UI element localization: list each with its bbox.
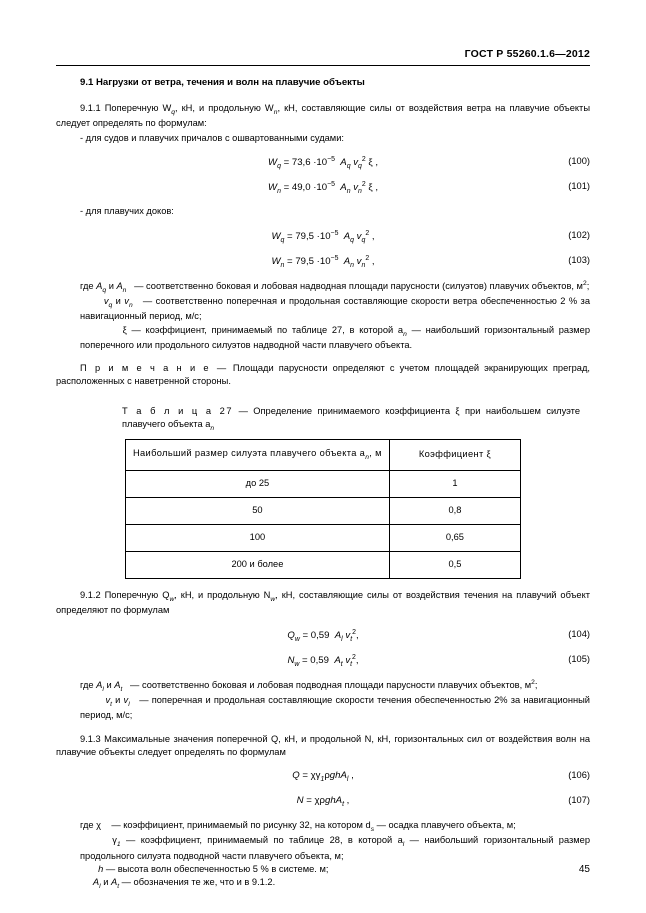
p912-sub-w1: w — [169, 595, 175, 603]
table-cell-size: 200 и более — [126, 552, 390, 579]
table-cell-coef: 0,5 — [389, 552, 520, 579]
note-wind-areas — [56, 362, 590, 388]
definition-speed-wind: $v_q$ и $v_n$ — соответственно поперечная и продольная составляющие скорости ветра обеспеченностью 2 % за навигационный период, м/с; — [80, 296, 590, 322]
formula-103: $W_n = 79,5 \cdot 10^{-5}$ $A_n$ $v_n^2$ , — [271, 254, 375, 269]
table-27-header-coef: Коэффициент ξ — [389, 440, 520, 471]
definition-h-text: — высота волн обеспеченностью 5 % в системе. м; — [105, 863, 329, 874]
table-row — [126, 498, 521, 525]
p912-text-c: , кН, составляющие силы от воздействия течения на плавучий объект определяют по формулам — [56, 590, 591, 616]
where-label-3: где — [80, 820, 94, 831]
formula-105: $N_w = 0,59$ $A_t$ $v_t^2$, — [287, 653, 359, 668]
definition-gamma1-cont: — наибольший горизонтальный размер продольного силуэта подводной части плавучего объекта, м; — [80, 835, 591, 861]
definition-gamma1-text: — коэффициент, принимаемый по таблице 28, в которой a — [126, 835, 403, 846]
formula-number-106: (106) — [568, 770, 590, 781]
definition-areas-same-text: — обозначения те же, что и в 9.1.2. — [121, 877, 276, 888]
formula-106: $Q = \chi\gamma_1\rho ghA_l$ , — [292, 770, 354, 783]
paragraph-9-1-3: 9.1.3 Максимальные значения поперечной Q, кН, и продольной N, кН, горизонтальных сил от воздействия волн на плавучие объекты следует определять по формулам — [56, 733, 590, 757]
table-27-header-size-suffix: , м — [369, 448, 382, 459]
note-text: Площади парусности определяют с учетом площадей экранирующих преград, расположенных с наветренной стороны. — [56, 363, 590, 387]
formula-number-104: (104) — [568, 628, 590, 639]
p911-sub-q: q — [171, 108, 175, 116]
table-row-header — [126, 440, 521, 471]
definition-area-wind: где $A_q$ и $A_n$ — соответственно боковая и лобовая надводная площади парусности (силуэтов) плавучих объектов, $м^2$; — [80, 279, 590, 294]
definition-speed-current: $v_t$ и $v_l$ — поперечная и продольная составляющие скорости течения обеспеченностью 2% за навигационный период, м/с; — [80, 695, 590, 721]
table-27-caption — [56, 405, 590, 434]
table-cell-size: 50 — [126, 498, 390, 525]
page-number: 45 — [578, 864, 590, 875]
p912-text-a: 9.1.2 Поперечную Q — [80, 590, 170, 601]
definition-list-waves — [56, 819, 590, 892]
formula-row-103 — [56, 254, 590, 269]
formula-number-105: (105) — [568, 653, 590, 664]
paragraph-9-1-2 — [56, 589, 590, 618]
definition-xi-text: — коэффициент, принимаемый по таблице 27, в которой a — [131, 324, 404, 335]
definition-list-current — [56, 678, 590, 723]
definition-area-current: где $A_l$ и $A_t$ — соответственно боковая и лобовая подводная площади парусности плавучих объектов, $м^2$; — [80, 678, 538, 693]
header-divider — [56, 65, 590, 66]
table-27-header-size-text: Наибольший размер силуэта плавучего объекта a — [132, 448, 366, 459]
table-27-caption-sub: n — [210, 424, 215, 432]
where-label-2: где — [80, 679, 94, 690]
table-27-caption-text: — Определение принимаемого коэффициента ξ при наибольшем силуэте плавучего объекта a — [122, 405, 580, 429]
formula-101: $W_n = 49,0 \cdot 10^{-5}$ $A_n$ $v_n^2$ ξ , — [268, 181, 378, 196]
table-cell-coef: 0,8 — [389, 498, 520, 525]
formula-row-105 — [56, 653, 590, 668]
definition-chi: где χ — коэффициент, принимаемый по рисунку 32, на котором $d_s$ — осадка плавучего объекта, м; — [80, 820, 516, 833]
table-27-caption-prefix: Т а б л и ц а 27 — [122, 405, 234, 416]
formula-107: N = χρghA$_t$ , — [296, 795, 350, 808]
table-cell-size: 100 — [126, 525, 390, 552]
p911-sub-n: n — [273, 108, 278, 116]
formula-number-107: (107) — [568, 795, 590, 806]
p911-text-b: , кН, и продольную W — [174, 102, 274, 113]
table-27-header-size-sub: n — [365, 454, 370, 462]
list-item-docks: - для плавучих доков: — [80, 206, 174, 217]
formula-number-100: (100) — [568, 156, 590, 167]
formula-number-102: (102) — [568, 229, 590, 240]
definition-areas-same: $A_l$ и $A_t$ — обозначения те же, что и в 9.1.2. — [92, 877, 276, 891]
table-row — [126, 552, 521, 579]
definition-chi-text: — коэффициент, принимаемый по рисунку 32, на котором d — [111, 820, 371, 831]
formula-row-106 — [56, 769, 590, 784]
paragraph-9-1-1 — [56, 102, 590, 131]
p911-text-a: 9.1.1 Поперечную W — [80, 102, 172, 113]
table-row — [126, 471, 521, 498]
formula-row-104 — [56, 628, 590, 643]
formula-row-101 — [56, 180, 590, 195]
table-cell-coef: 0,65 — [389, 525, 520, 552]
definition-list-wind — [56, 279, 590, 353]
formula-100: $W_q = 73,6 \cdot 10^{-5}$ $A_q$ $v_q^2$ ξ , — [268, 156, 378, 171]
table-27 — [125, 439, 521, 579]
page-content — [56, 76, 590, 892]
table-row — [126, 525, 521, 552]
definition-area-wind-text: соответственно боковая и лобовая надводная площади парусности (силуэтов) плавучих объектов, м — [146, 280, 583, 291]
section-title: 9.1 Нагрузки от ветра, течения и волн на плавучие объекты — [80, 77, 365, 88]
table-cell-coef: 1 — [389, 471, 520, 498]
where-label: где — [80, 280, 94, 291]
definition-chi-cont: — осадка плавучего объекта, м; — [376, 820, 516, 831]
formula-row-102 — [56, 229, 590, 244]
formula-number-103: (103) — [568, 254, 590, 265]
formula-102: $W_q = 79,5 \cdot 10^{-5}$ $A_q$ $v_q^2$ , — [271, 229, 375, 244]
formula-row-107 — [56, 794, 590, 809]
p911-text-c: , кН, составляющие силы от воздействия ветра на плавучие объекты следует определять по формулам: — [56, 102, 590, 128]
p912-sub-w2: w — [270, 595, 276, 603]
formula-row-100 — [56, 155, 590, 170]
definition-speed-wind-text: соответственно поперечная и продольная составляющие скорости ветра обеспеченностью 2 % за навигационный период, м/с; — [80, 296, 590, 322]
formula-104: $Q_w = 0,59$ $A_l$ $v_t^2$, — [287, 628, 359, 643]
definition-h: h — высота волн обеспеченностью 5 % в системе. м; — [98, 863, 329, 874]
definition-xi-cont: — наибольший горизонтальный размер поперечного или продольного силуэтов надводной части плавучего объекта. — [80, 324, 590, 350]
definition-speed-current-text: поперечная и продольная составляющие скорости течения обеспеченностью 2% за навигационный период, м/с; — [80, 695, 590, 721]
definition-area-current-text: соответственно боковая и лобовая подводная площади парусности плавучих объектов, м — [141, 679, 532, 690]
table-cell-size: до 25 — [126, 471, 390, 498]
page-header-standard: ГОСТ Р 55260.1.6—2012 — [464, 48, 590, 60]
formula-number-101: (101) — [568, 181, 590, 192]
p912-text-b: , кН, и продольную N — [174, 590, 271, 601]
table-27-header-size — [126, 440, 390, 471]
list-item-ships: - для судов и плавучих причалов с ошвартованными судами: — [80, 133, 344, 144]
definition-xi: ξ — коэффициент, принимаемый по таблице 27, в которой $a_n$ — наибольший горизонтальный размер поперечного или продольного силуэтов надводной части плавучего объекта. — [80, 324, 590, 350]
definition-gamma1: $\gamma_1$ — коэффициент, принимаемый по таблице 28, в которой $a_l$ — наибольший горизонтальный размер продольного силуэта подводной части плавучего объекта, м; — [80, 835, 591, 861]
note-label: П р и м е ч а н и е — — [80, 363, 228, 374]
